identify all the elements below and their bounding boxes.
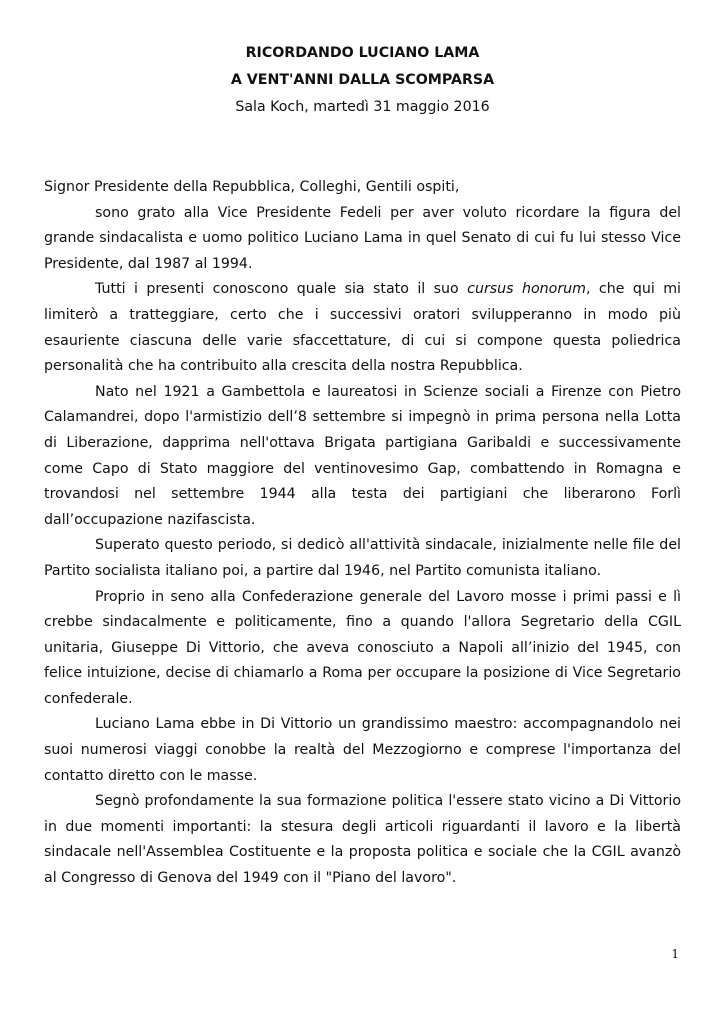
paragraph-7: Segnò profondamente la sua formazione politica l'essere stato vicino a Di Vittorio in due momenti importanti: la stesura degli articoli riguardanti il lavoro e la libertà sindacale nell'Assemblea Costituente e la proposta politica e sociale che la CGIL avanzò al Congresso di Genova del 1949 con il "Piano del lavoro". — [44, 793, 681, 887]
paragraph-2-text-start: Tutti i presenti conoscono quale sia stato il suo — [95, 281, 468, 298]
paragraph-2-italic-phrase: cursus honorum — [467, 281, 586, 298]
paragraph-5: Proprio in seno alla Confederazione generale del Lavoro mosse i primi passi e lì crebbe sindacalmente e politicamente, fino a quando l'allora Segretario della CGIL unitaria, Giuseppe Di Vittorio, che aveva conosciuto a Napoli all’inizio del 1945, con felice intuizione, decise di chiamarlo a Roma per occupare la posizione di Vice Segretario confederale. — [44, 588, 681, 707]
document-body — [44, 175, 681, 892]
salutation: Signor Presidente della Repubblica, Colleghi, Gentili ospiti, — [44, 179, 460, 195]
title-line-2: A VENT'ANNI DALLA SCOMPARSA — [230, 72, 495, 88]
paragraph-1: sono grato alla Vice Presidente Fedeli per aver voluto ricordare la figura del grande sindacalista e uomo politico Luciano Lama in quel Senato di cui fu lui stesso Vice Presidente, dal 1987 al 1994. — [44, 204, 681, 272]
document-header — [0, 40, 725, 121]
paragraph-2 — [44, 277, 681, 379]
paragraph-4: Superato questo periodo, si dedicò all'attività sindacale, inizialmente nelle file del Partito socialista italiano poi, a partire dal 1946, nel Partito comunista italiano. — [44, 537, 681, 579]
title-line-1: RICORDANDO LUCIANO LAMA — [245, 45, 480, 61]
page-number: 1 — [671, 947, 679, 961]
subtitle-event-date: Sala Koch, martedì 31 maggio 2016 — [235, 99, 490, 115]
paragraph-2-text-end: , che qui mi limiterò a tratteggiare, certo che i successivi oratori svilupperanno in modo più esauriente ciascuna delle varie sfaccettature, di cui si compone questa poliedrica personalità che ha contribuito alla crescita della nostra Repubblica. — [44, 281, 681, 375]
paragraph-6: Luciano Lama ebbe in Di Vittorio un grandissimo maestro: accompagnandolo nei suoi numerosi viaggi conobbe la realtà del Mezzogiorno e comprese l'importanza del contatto diretto con le masse. — [44, 716, 681, 784]
paragraph-3: Nato nel 1921 a Gambettola e laureatosi in Scienze sociali a Firenze con Pietro Calamandrei, dopo l'armistizio dell’8 settembre si impegnò in prima persona nella Lotta di Liberazione, dapprima nell'ottava Brigata partigiana Garibaldi e successivamente come Capo di Stato maggiore del ventinovesimo Gap, combattendo in Romagna e trovandosi nel settembre 1944 alla testa dei partigiani che liberarono Forlì dall’occupazione nazifascista. — [44, 383, 681, 528]
